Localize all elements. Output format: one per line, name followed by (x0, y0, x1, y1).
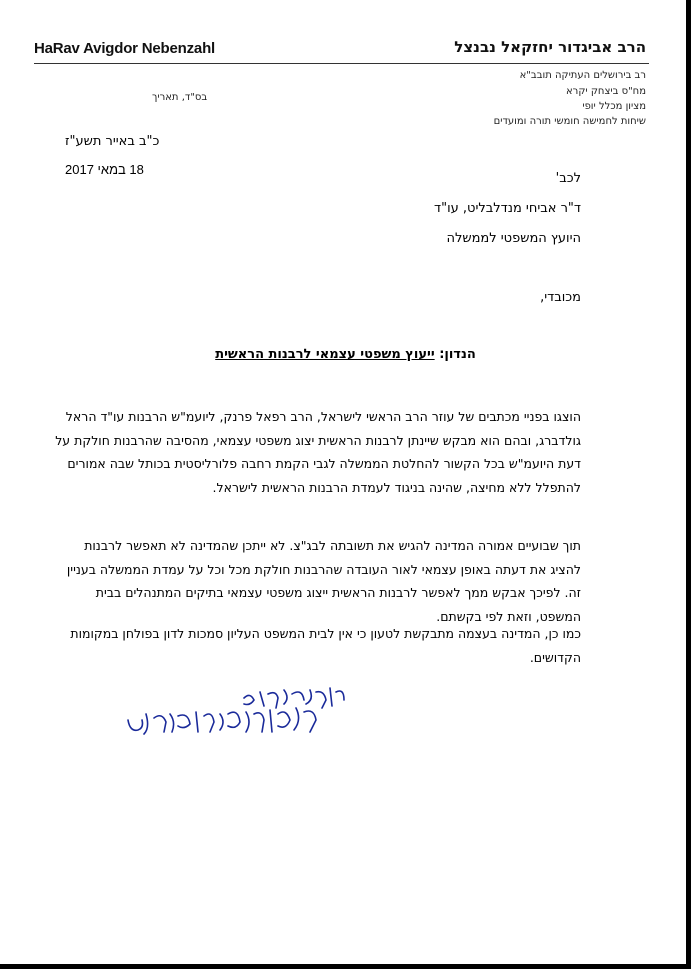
letterhead-subtitle: מציון מכלל יופי (582, 101, 646, 112)
letterhead-subtitle: רב בירושלים העתיקה תובב"א (519, 70, 646, 81)
recipient-to: לכב' (555, 171, 581, 186)
body-paragraph: תוך שבועיים אמורה המדינה להגיש את תשובתה לבג"צ. לא ייתכן שהמדינה לא תאפשר לרבנות להציג את דעתה באופן עצמאי לאור העובדה שהרבנות חולקת מכל וכל על עמדת הממשלה בעניין זה. לפיכך אבקש ממך לאפשר לרבנות הראשית ייצוג משפטי עצמאי בתיקים המתנהלים בבית המשפט, וזאת לפי בקשתם. (66, 538, 581, 624)
letterhead-subtitle: מח"ס ביצחק יקרא (565, 86, 646, 97)
subject-line (0, 347, 691, 362)
body-paragraph: הוצגו בפניי מכתבים של עוזר הרב הראשי לישראל, הרב רפאל פרנק, ליועמ"ש הרבנות עו"ד הראל גולדברג, ובהם הוא מבקש שיינתן לרבנות הראשית יצוג משפטי עצמאי, מהסיבה שהרבנות חולקת על דעת היועמ"ש בכל הקשור להחלטת הממשלה לגבי הקמת רחבה פלורליסטית בכותל שבה אמורים להתפלל ללא מחיצה, שהינה בניגוד לעמדת הרבנות הראשית לישראל. (55, 409, 581, 495)
handwritten-signature (124, 684, 364, 754)
subject-text: ייעוץ משפטי עצמאי לרבנות הראשית (215, 347, 435, 362)
letterhead-name-hebrew: הרב אביגדור יחזקאל נבנצל (454, 38, 646, 56)
letterhead-name-english: HaRav Avigdor Nebenzahl (34, 40, 215, 57)
subject-label: הנדון: (439, 347, 476, 362)
letterhead-subtitle: שיחות לחמישה חומשי תורה ומועדים (493, 116, 646, 127)
letterhead-divider (34, 63, 649, 64)
salutation: מכובדי, (540, 290, 581, 305)
gregorian-date: 18 במאי 2017 (65, 162, 144, 177)
recipient-title: היועץ המשפטי לממשלה (446, 231, 581, 246)
recipient-name: ד"ר אביחי מנדלבליט, עו"ד (434, 201, 581, 216)
besd-date-label: בס"ד, תאריך (152, 92, 208, 103)
hebrew-date: כ"ב באייר תשע"ז (65, 134, 160, 149)
body-paragraph: כמו כן, המדינה בעצמה מתבקשת לטעון כי אין לבית המשפט העליון סמכות לדון בפולחן במקומות הקדושים. (70, 626, 581, 665)
